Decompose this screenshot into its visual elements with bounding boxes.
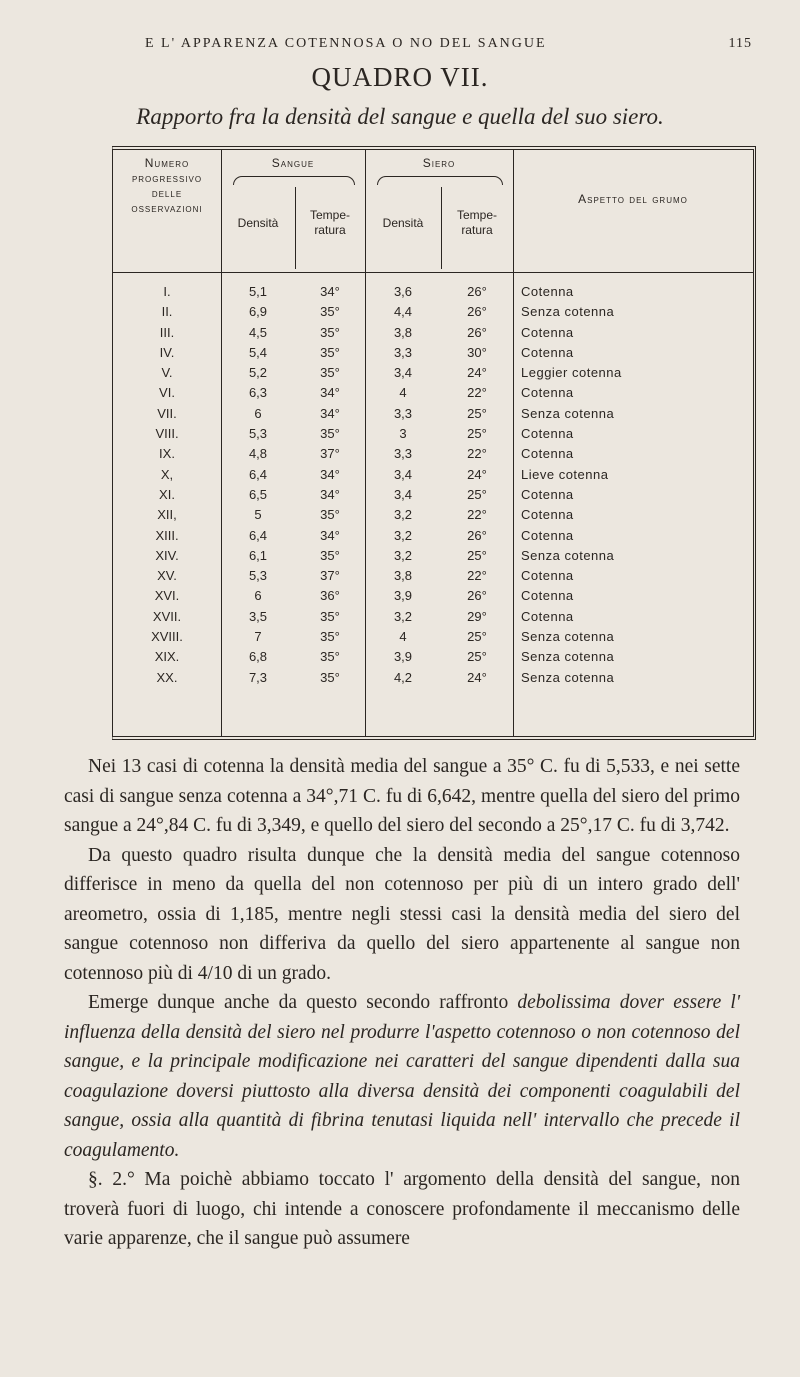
table-caption: Rapporto fra la densità del sangue e quella del suo siero.: [136, 104, 664, 129]
cell-numero: XI.: [159, 486, 175, 502]
cell-temperatura-siero: 26°: [467, 588, 487, 604]
header-brace: [233, 176, 355, 185]
cell-numero: V.: [161, 365, 173, 381]
header-temperatura-sangue: Tempe- ratura: [309, 208, 350, 237]
cell-densita-sangue: 6,4: [248, 466, 268, 482]
cell-temperatura-sangue: 35°: [320, 507, 340, 523]
table-title: QUADRO VII.: [311, 62, 489, 92]
cell-aspetto: Senza cotenna: [521, 304, 615, 320]
table-row: [113, 528, 753, 548]
cell-densita-sangue: 6,9: [248, 304, 268, 320]
cell-densita-siero: 3,3: [393, 344, 413, 360]
cell-temperatura-sangue: 35°: [320, 547, 340, 563]
table-row: [113, 467, 753, 487]
cell-temperatura-sangue: 37°: [320, 446, 340, 462]
cell-aspetto: Senza cotenna: [521, 669, 615, 685]
cell-temperatura-sangue: 34°: [320, 405, 340, 421]
table-row: [113, 487, 753, 507]
cell-densita-siero: 3,2: [393, 547, 413, 563]
cell-densita-siero: 3,9: [393, 649, 413, 665]
cell-densita-siero: 3,4: [393, 466, 413, 482]
data-table: [112, 146, 756, 740]
cell-temperatura-siero: 24°: [467, 466, 487, 482]
cell-aspetto: Cotenna: [521, 507, 574, 523]
cell-densita-siero: 3,9: [393, 588, 413, 604]
cell-temperatura-sangue: 34°: [320, 527, 340, 543]
cell-aspetto: Cotenna: [521, 527, 574, 543]
cell-temperatura-sangue: 36°: [320, 588, 340, 604]
cell-temperatura-siero: 25°: [467, 405, 487, 421]
cell-numero: III.: [159, 324, 175, 340]
cell-densita-sangue: 6: [254, 588, 262, 604]
cell-temperatura-siero: 25°: [467, 486, 487, 502]
cell-numero: II.: [161, 304, 173, 320]
cell-densita-siero: 3,2: [393, 507, 413, 523]
cell-densita-sangue: 7: [254, 629, 262, 645]
cell-aspetto: Cotenna: [521, 426, 574, 442]
cell-numero: XIV.: [155, 547, 179, 563]
table-row: [113, 385, 753, 405]
cell-densita-sangue: 6,3: [248, 385, 268, 401]
cell-numero: IV.: [159, 344, 175, 360]
cell-densita-sangue: 5: [254, 507, 262, 523]
header-brace: [377, 176, 503, 185]
table-row: [113, 365, 753, 385]
cell-numero: IX.: [159, 446, 175, 462]
cell-densita-siero: 3,3: [393, 405, 413, 421]
cell-densita-sangue: 4,8: [248, 446, 268, 462]
cell-temperatura-sangue: 34°: [320, 466, 340, 482]
cell-densita-siero: 3,3: [393, 446, 413, 462]
paragraph-emphasis: debolissima dover essere l' influenza della densità del siero nel produrre l'aspetto cotennoso o non cotennoso del sangue, e la principale modificazione nei caratteri del sangue dipendenti dalla sua coagulazione doversi piuttosto alla diversa densità dei componenti coagulabili del sangue, ossia alla quantità di fibrina tenutasi liquida nell' intervallo che precede il coagulamento.: [64, 992, 741, 1161]
cell-numero: X,: [160, 466, 174, 482]
table-row: [113, 304, 753, 324]
cell-temperatura-sangue: 37°: [320, 568, 340, 584]
cell-numero: XVI.: [154, 588, 180, 604]
cell-temperatura-siero: 25°: [467, 629, 487, 645]
cell-densita-sangue: 6,5: [248, 486, 268, 502]
cell-numero: XV.: [157, 568, 177, 584]
cell-temperatura-siero: 25°: [467, 649, 487, 665]
table-body: [113, 284, 753, 690]
running-head-title: E L' APPARENZA COTENNOSA O NO DEL SANGUE: [145, 36, 547, 51]
table-row: [113, 325, 753, 345]
cell-temperatura-siero: 25°: [467, 547, 487, 563]
cell-densita-sangue: 6,8: [248, 649, 268, 665]
cell-aspetto: Senza cotenna: [521, 547, 615, 563]
cell-densita-siero: 3,4: [393, 365, 413, 381]
cell-aspetto: Senza cotenna: [521, 405, 615, 421]
table-row: [113, 670, 753, 690]
cell-densita-sangue: 7,3: [248, 669, 268, 685]
cell-temperatura-siero: 22°: [467, 568, 487, 584]
cell-temperatura-sangue: 34°: [320, 486, 340, 502]
cell-temperatura-siero: 22°: [467, 446, 487, 462]
cell-numero: XX.: [156, 669, 178, 685]
header-numero: Numero progressivo delle osservazioni: [131, 156, 203, 215]
cell-densita-siero: 4: [399, 629, 407, 645]
cell-densita-siero: 3: [399, 426, 407, 442]
cell-temperatura-sangue: 35°: [320, 669, 340, 685]
paragraph: [64, 988, 740, 1165]
cell-temperatura-siero: 29°: [467, 608, 487, 624]
cell-densita-sangue: 5,3: [248, 568, 268, 584]
cell-temperatura-sangue: 34°: [320, 284, 340, 299]
paragraph-intro: Emerge dunque anche da questo secondo raffronto: [88, 992, 509, 1013]
cell-densita-sangue: 5,2: [248, 365, 268, 381]
cell-aspetto: Cotenna: [521, 608, 574, 624]
cell-numero: VII.: [157, 405, 177, 421]
cell-densita-siero: 4,2: [393, 669, 413, 685]
cell-aspetto: Cotenna: [521, 588, 574, 604]
cell-numero: XIX.: [154, 649, 180, 665]
cell-temperatura-siero: 30°: [467, 344, 487, 360]
cell-temperatura-siero: 22°: [467, 385, 487, 401]
cell-aspetto: Cotenna: [521, 446, 574, 462]
table-row: [113, 446, 753, 466]
cell-temperatura-sangue: 35°: [320, 324, 340, 340]
cell-numero: VIII.: [155, 426, 179, 442]
cell-temperatura-sangue: 35°: [320, 426, 340, 442]
table-row: [113, 649, 753, 669]
header-aspetto: Aspetto del grumo: [578, 192, 688, 206]
cell-numero: XII,: [157, 507, 177, 523]
cell-temperatura-siero: 24°: [467, 365, 487, 381]
header-densita-siero: Densità: [382, 216, 424, 230]
cell-aspetto: Lieve cotenna: [521, 466, 609, 482]
cell-densita-sangue: 4,5: [248, 324, 268, 340]
cell-temperatura-sangue: 34°: [320, 385, 340, 401]
cell-densita-siero: 3,4: [393, 486, 413, 502]
cell-temperatura-sangue: 35°: [320, 649, 340, 665]
cell-temperatura-sangue: 35°: [320, 344, 340, 360]
cell-numero: XVIII.: [151, 629, 183, 645]
cell-densita-sangue: 6,4: [248, 527, 268, 543]
page-number: 115: [728, 36, 752, 51]
header-rule: [113, 272, 753, 273]
cell-densita-siero: 3,8: [393, 324, 413, 340]
paragraph: §. 2.° Ma poichè abbiamo toccato l' argomento della densità del sangue, non troverà fuori di luogo, chi intende a conoscere profondamente il meccanismo delle varie apparenze, che il sangue può assumere: [64, 1169, 740, 1249]
cell-numero: XVII.: [152, 608, 182, 624]
cell-densita-siero: 4,4: [393, 304, 413, 320]
cell-temperatura-siero: 22°: [467, 507, 487, 523]
cell-numero: XIII.: [155, 527, 179, 543]
cell-densita-siero: 4: [399, 385, 407, 401]
table-row: [113, 609, 753, 629]
cell-aspetto: Cotenna: [521, 385, 574, 401]
cell-aspetto: Cotenna: [521, 568, 574, 584]
cell-densita-sangue: 5,4: [248, 344, 268, 360]
cell-numero: I.: [163, 284, 171, 299]
table-row: [113, 406, 753, 426]
header-temperatura-siero: Tempe- ratura: [456, 208, 497, 237]
paragraph: Nei 13 casi di cotenna la densità media del sangue a 35° C. fu di 5,533, e nei sette casi di sangue senza cotenna a 34°,71 C. fu di 6,642, mentre quella del siero del primo sangue a 24°,84 C. fu di 3,349, e quello del siero del secondo a 25°,17 C. fu di 3,742.: [64, 756, 740, 836]
cell-densita-sangue: 5,1: [248, 284, 268, 299]
cell-temperatura-sangue: 35°: [320, 629, 340, 645]
paragraph: Da questo quadro risulta dunque che la densità media del sangue cotennoso differisce in meno da quella del non cotennoso per più di un intero grado dell' areometro, ossia di 1,185, mentre negli stessi casi la densità media del siero del sangue cotennoso non differiva da quello del siero appartenente al sangue non cotennoso più di 4/10 di un grado.: [64, 844, 740, 984]
cell-aspetto: Leggier cotenna: [521, 365, 622, 381]
running-head: [0, 36, 800, 58]
cell-temperatura-sangue: 35°: [320, 365, 340, 381]
header-sangue: Sangue: [271, 156, 315, 170]
cell-densita-siero: 3,2: [393, 608, 413, 624]
cell-densita-sangue: 6: [254, 405, 262, 421]
cell-densita-siero: 3,8: [393, 568, 413, 584]
table-row: [113, 426, 753, 446]
table-row: [113, 568, 753, 588]
table-row: [113, 507, 753, 527]
cell-aspetto: Cotenna: [521, 284, 574, 299]
cell-aspetto: Senza cotenna: [521, 629, 615, 645]
cell-temperatura-siero: 26°: [467, 304, 487, 320]
cell-temperatura-sangue: 35°: [320, 608, 340, 624]
cell-densita-sangue: 5,3: [248, 426, 268, 442]
cell-aspetto: Cotenna: [521, 344, 574, 360]
cell-temperatura-siero: 26°: [467, 324, 487, 340]
cell-temperatura-sangue: 35°: [320, 304, 340, 320]
cell-densita-siero: 3,6: [393, 284, 413, 299]
table-row: [113, 629, 753, 649]
table-row: [113, 548, 753, 568]
header-densita-sangue: Densità: [237, 216, 279, 230]
header-siero: Siero: [422, 156, 456, 170]
body-text: [64, 752, 740, 1254]
cell-aspetto: Cotenna: [521, 486, 574, 502]
cell-temperatura-siero: 26°: [467, 527, 487, 543]
table-row: [113, 284, 753, 304]
table-row: [113, 588, 753, 608]
cell-temperatura-siero: 26°: [467, 284, 487, 299]
cell-temperatura-siero: 25°: [467, 426, 487, 442]
cell-aspetto: Cotenna: [521, 324, 574, 340]
cell-densita-sangue: 6,1: [248, 547, 268, 563]
cell-densita-sangue: 3,5: [248, 608, 268, 624]
cell-aspetto: Senza cotenna: [521, 649, 615, 665]
table-row: [113, 345, 753, 365]
cell-numero: VI.: [159, 385, 175, 401]
cell-densita-siero: 3,2: [393, 527, 413, 543]
cell-temperatura-siero: 24°: [467, 669, 487, 685]
